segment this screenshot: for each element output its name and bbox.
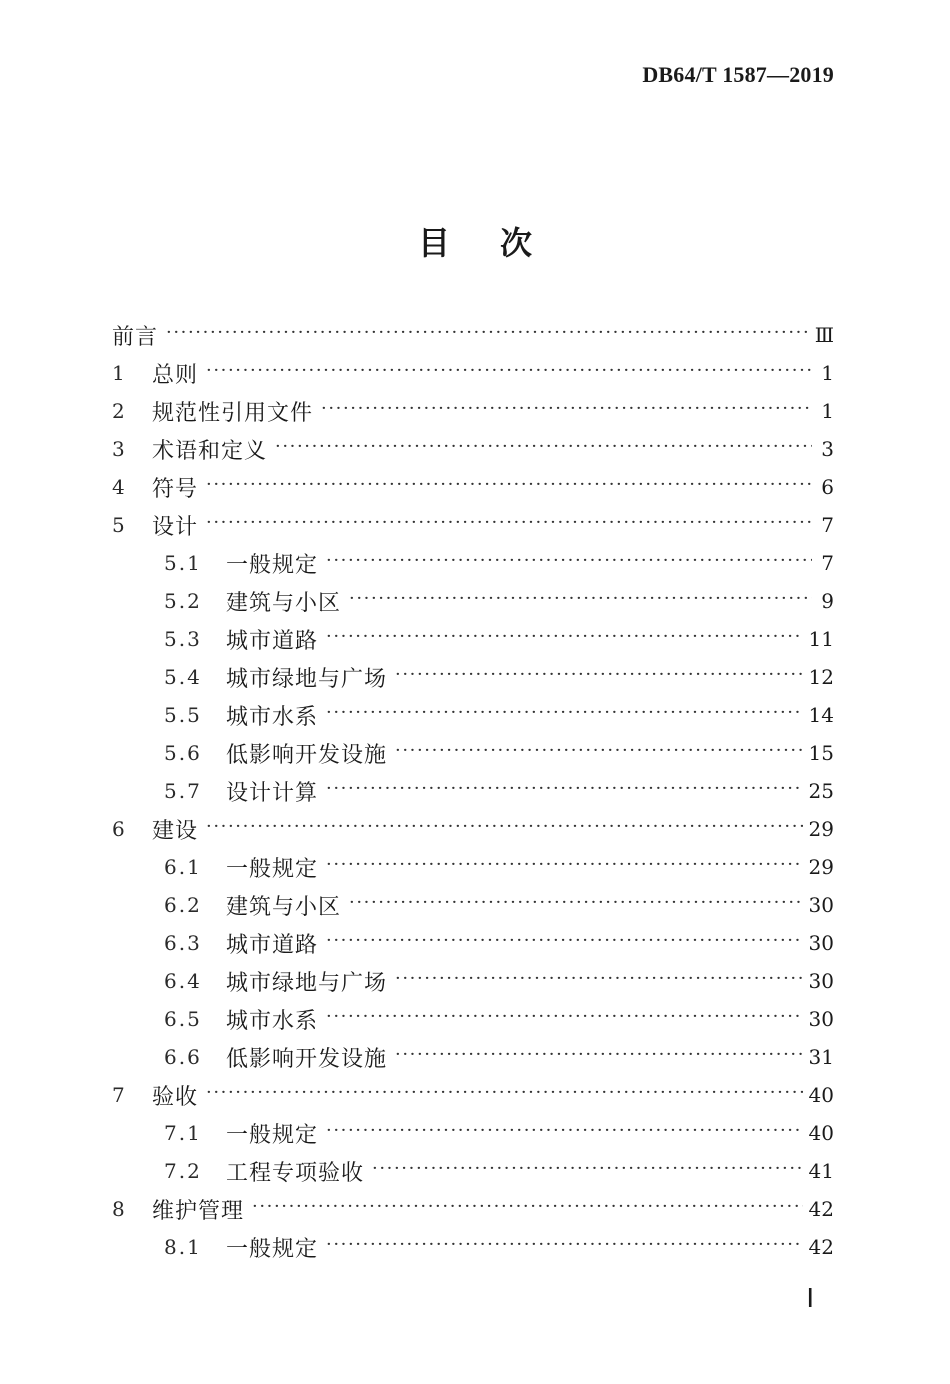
dot-leader [326,932,803,954]
toc-entry-label: 低影响开发设施 [226,1046,388,1072]
toc-entry-label: 设计计算 [226,780,319,806]
toc-entry-label: 前言 [112,324,159,350]
dot-leader [206,476,812,498]
toc-entry-page: 11 [808,627,834,651]
toc-entry-label: 城市道路 [226,628,319,654]
toc-entry-number: 5.2 [164,589,202,613]
toc-entry-number: 5.6 [164,741,202,765]
dot-leader [326,856,803,878]
toc-entry-page: 14 [808,703,834,727]
toc-entry-label: 工程专项验收 [226,1160,365,1186]
toc-entry-label: 设计 [152,514,199,540]
toc-entry-number: 7.1 [164,1121,202,1145]
toc-subentry[interactable] [112,544,834,582]
toc-entry-page: 30 [808,893,834,917]
toc-entry-page: 9 [821,589,834,613]
toc-entry-label: 建筑与小区 [226,590,342,616]
toc-entry-number: 6.2 [164,893,202,917]
toc-entry-number: 8.1 [164,1235,202,1259]
toc-subentry[interactable] [112,848,834,886]
toc-entry[interactable] [112,468,834,506]
dot-leader [326,780,803,802]
toc-entry-page: 29 [808,855,834,879]
toc-subentry[interactable] [112,886,834,924]
toc-subentry[interactable] [112,620,834,658]
dot-leader [395,742,803,764]
toc-entry-label: 一般规定 [226,1122,319,1148]
dot-leader [206,362,812,384]
toc-entry-label: 一般规定 [226,552,319,578]
toc-subentry[interactable] [112,658,834,696]
toc-entry-page: 7 [821,513,834,537]
toc-entry-label: 维护管理 [152,1198,245,1224]
toc-entry-label: 建筑与小区 [226,894,342,920]
toc-entry-page: 3 [821,437,834,461]
toc-entry-label: 规范性引用文件 [152,400,314,426]
toc-entry-page: Ⅲ [814,323,834,347]
dot-leader [206,818,803,840]
toc-entry-number: 6.1 [164,855,202,879]
toc-entry-page: 42 [808,1197,834,1221]
table-of-contents [112,316,834,1266]
dot-leader [395,970,803,992]
toc-entry-label: 城市水系 [226,704,319,730]
dot-leader [326,704,803,726]
toc-entry-page: 6 [821,475,834,499]
toc-entry-number: 6 [112,817,125,841]
toc-entry-label: 术语和定义 [152,438,268,464]
toc-entry[interactable] [112,1076,834,1114]
toc-entry-page: 42 [808,1235,834,1259]
toc-entry-page: 7 [821,551,834,575]
page-title: 目次 [417,224,582,262]
dot-leader [206,1084,803,1106]
toc-entry[interactable] [112,392,834,430]
toc-entry-label: 符号 [152,476,199,502]
toc-subentry[interactable] [112,1228,834,1266]
toc-subentry[interactable] [112,1114,834,1152]
dot-leader [252,1198,803,1220]
toc-entry-number: 5.4 [164,665,202,689]
toc-entry-page: 40 [808,1083,834,1107]
toc-entry-label: 城市绿地与广场 [226,666,388,692]
toc-entry-number: 3 [112,437,125,461]
toc-entry-label: 城市绿地与广场 [226,970,388,996]
toc-entry-label: 总则 [152,362,199,388]
toc-entry[interactable] [112,354,834,392]
toc-entry-label: 城市道路 [226,932,319,958]
dot-leader [349,894,803,916]
page-number: Ⅰ [806,1284,814,1313]
toc-entry-page: 30 [808,969,834,993]
dot-leader [326,1236,803,1258]
toc-entry-number: 5.5 [164,703,202,727]
toc-entry-number: 7 [112,1083,125,1107]
toc-entry-page: 12 [808,665,834,689]
toc-entry-label: 城市水系 [226,1008,319,1034]
toc-entry-number: 4 [112,475,125,499]
dot-leader [326,1122,803,1144]
toc-entry-number: 6.4 [164,969,202,993]
toc-entry[interactable] [112,430,834,468]
toc-entry-number: 5.3 [164,627,202,651]
toc-entry-number: 8 [112,1197,125,1221]
toc-entry-label: 建设 [152,818,199,844]
toc-subentry[interactable] [112,772,834,810]
toc-entry-page: 31 [808,1045,834,1069]
toc-subentry[interactable] [112,924,834,962]
toc-entry-number: 6.6 [164,1045,202,1069]
toc-entry-number: 6.5 [164,1007,202,1031]
dot-leader [395,1046,803,1068]
toc-subentry[interactable] [112,1038,834,1076]
toc-entry-label: 一般规定 [226,1236,319,1262]
dot-leader [321,400,812,422]
dot-leader [326,628,803,650]
toc-entry-number: 6.3 [164,931,202,955]
dot-leader [372,1160,803,1182]
dot-leader [206,514,812,536]
toc-subentry[interactable] [112,1152,834,1190]
toc-entry[interactable] [112,1190,834,1228]
toc-entry-page: 1 [821,399,834,423]
dot-leader [349,590,812,612]
toc-entry-number: 5 [112,513,125,537]
toc-entry-page: 41 [808,1159,834,1183]
toc-entry-number: 5.1 [164,551,202,575]
dot-leader [395,666,803,688]
toc-entry-page: 40 [808,1121,834,1145]
toc-entry-page: 29 [808,817,834,841]
toc-entry-number: 2 [112,399,125,423]
dot-leader [275,438,812,460]
dot-leader [166,324,809,346]
toc-entry-foreword[interactable] [112,316,834,354]
toc-subentry[interactable] [112,696,834,734]
toc-entry-page: 30 [808,1007,834,1031]
toc-entry-label: 验收 [152,1084,199,1110]
toc-entry-page: 15 [808,741,834,765]
toc-subentry[interactable] [112,734,834,772]
toc-entry-number: 5.7 [164,779,202,803]
toc-entry-page: 25 [808,779,834,803]
dot-leader [326,1008,803,1030]
document-code: DB64/T 1587—2019 [642,62,834,87]
toc-entry-label: 一般规定 [226,856,319,882]
toc-subentry[interactable] [112,582,834,620]
toc-subentry[interactable] [112,1000,834,1038]
toc-subentry[interactable] [112,962,834,1000]
toc-entry[interactable] [112,506,834,544]
toc-entry-page: 1 [821,361,834,385]
toc-entry-label: 低影响开发设施 [226,742,388,768]
dot-leader [326,552,812,574]
toc-entry-page: 30 [808,931,834,955]
toc-entry-number: 1 [112,361,125,385]
toc-entry[interactable] [112,810,834,848]
toc-entry-number: 7.2 [164,1159,202,1183]
